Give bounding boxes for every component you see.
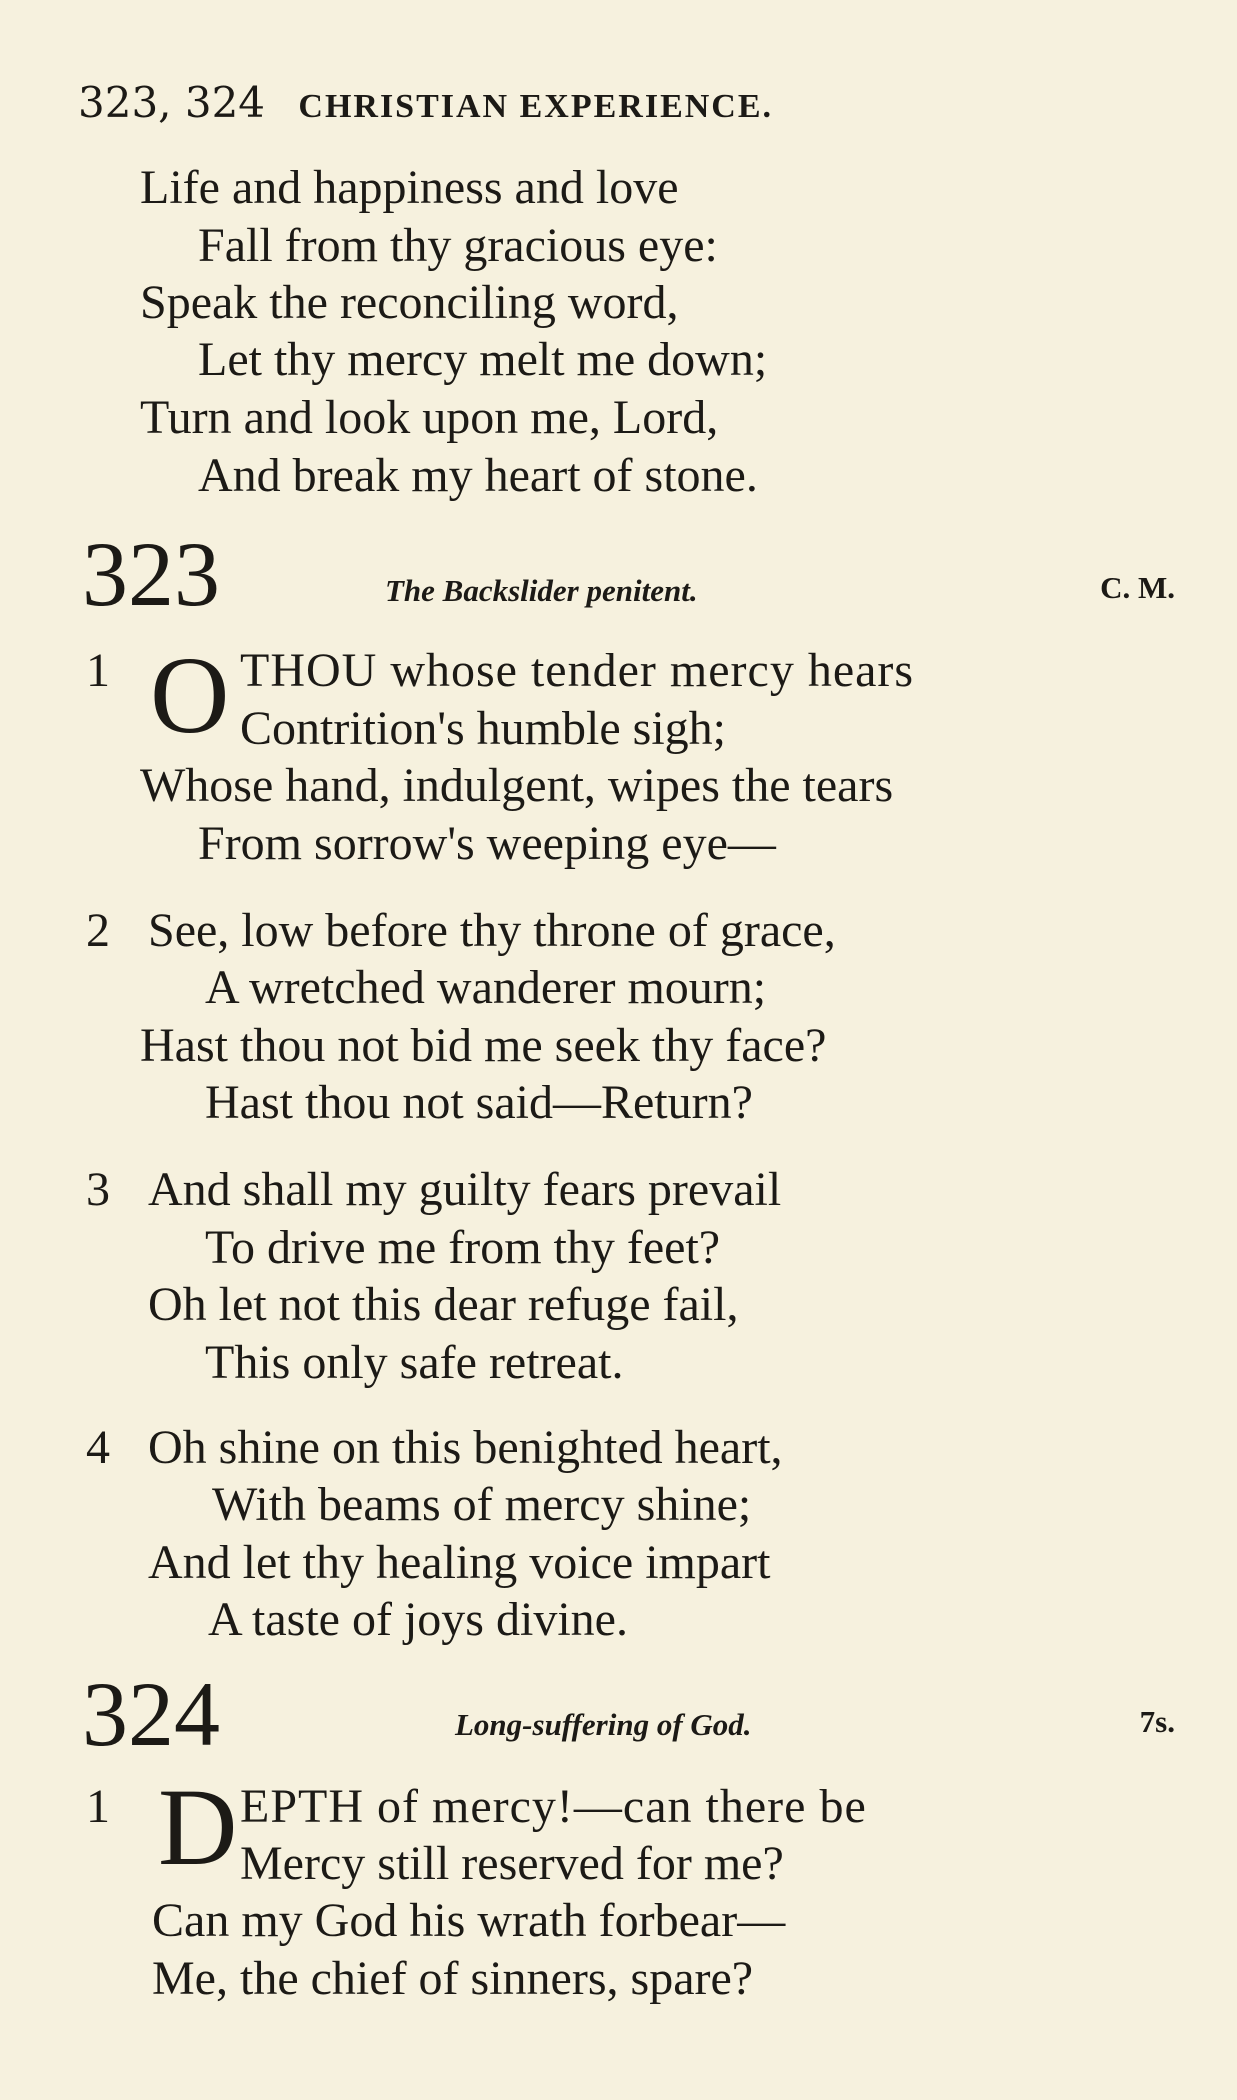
verse-line: See, low before thy throne of grace, [148, 904, 836, 957]
drop-cap: D [158, 1766, 238, 1888]
verse-line: Mercy still reserved for me? [240, 1837, 784, 1890]
hymn-number: 324 [82, 1663, 220, 1765]
verse-line: And shall my guilty fears prevail [148, 1163, 782, 1216]
hymn-title: Long-suffering of God. [455, 1707, 752, 1742]
verse-line: Oh let not this dear refuge fail, [148, 1278, 739, 1331]
drop-cap: O [150, 634, 230, 756]
page-numbers: 323, 324 [78, 78, 266, 127]
verse-line: Life and happiness and love [140, 161, 679, 214]
verse-line: Oh shine on this benighted heart, [148, 1421, 783, 1474]
verse-line: Turn and look upon me, Lord, [140, 391, 719, 444]
verse-line: This only safe retreat. [205, 1336, 624, 1389]
verse-line: Can my God his wrath forbear— [152, 1894, 786, 1947]
stanza-number: 1 [86, 1780, 110, 1833]
verse-line: Fall from thy gracious eye: [198, 219, 718, 272]
verse-line: Hast thou not bid me seek thy face? [140, 1019, 827, 1072]
verse-line: With beams of mercy shine; [212, 1478, 752, 1531]
verse-line: A taste of joys divine. [208, 1593, 628, 1646]
verse-line: And let thy healing voice impart [148, 1536, 771, 1589]
verse-line: THOU whose tender mercy hears [240, 644, 915, 697]
stanza-number: 1 [86, 644, 110, 697]
verse-line: A wretched wanderer mourn; [205, 961, 767, 1014]
verse-line: Contrition's humble sigh; [240, 702, 726, 755]
page-header [78, 78, 773, 127]
verse-line: Whose hand, indulgent, wipes the tears [140, 759, 894, 812]
verse-line: EPTH of mercy!—can there be [240, 1780, 867, 1833]
stanza-number: 3 [86, 1163, 110, 1216]
verse-line: From sorrow's weeping eye— [198, 817, 776, 870]
stanza-number: 2 [86, 904, 110, 957]
verse-line: Speak the reconciling word, [140, 276, 679, 329]
verse-line: To drive me from thy feet? [205, 1221, 721, 1274]
hymn-title: The Backslider penitent. [385, 573, 698, 608]
hymn-meter: C. M. [1100, 570, 1175, 605]
running-title: CHRISTIAN EXPERIENCE. [298, 88, 774, 125]
verse-line: Hast thou not said—Return? [205, 1076, 753, 1129]
verse-line: Me, the chief of sinners, spare? [152, 1952, 754, 2005]
hymn-meter: 7s. [1139, 1704, 1175, 1739]
stanza-number: 4 [86, 1421, 110, 1474]
verse-line: Let thy mercy melt me down; [198, 333, 768, 386]
hymn-number: 323 [82, 523, 220, 625]
verse-line: And break my heart of stone. [198, 449, 758, 502]
